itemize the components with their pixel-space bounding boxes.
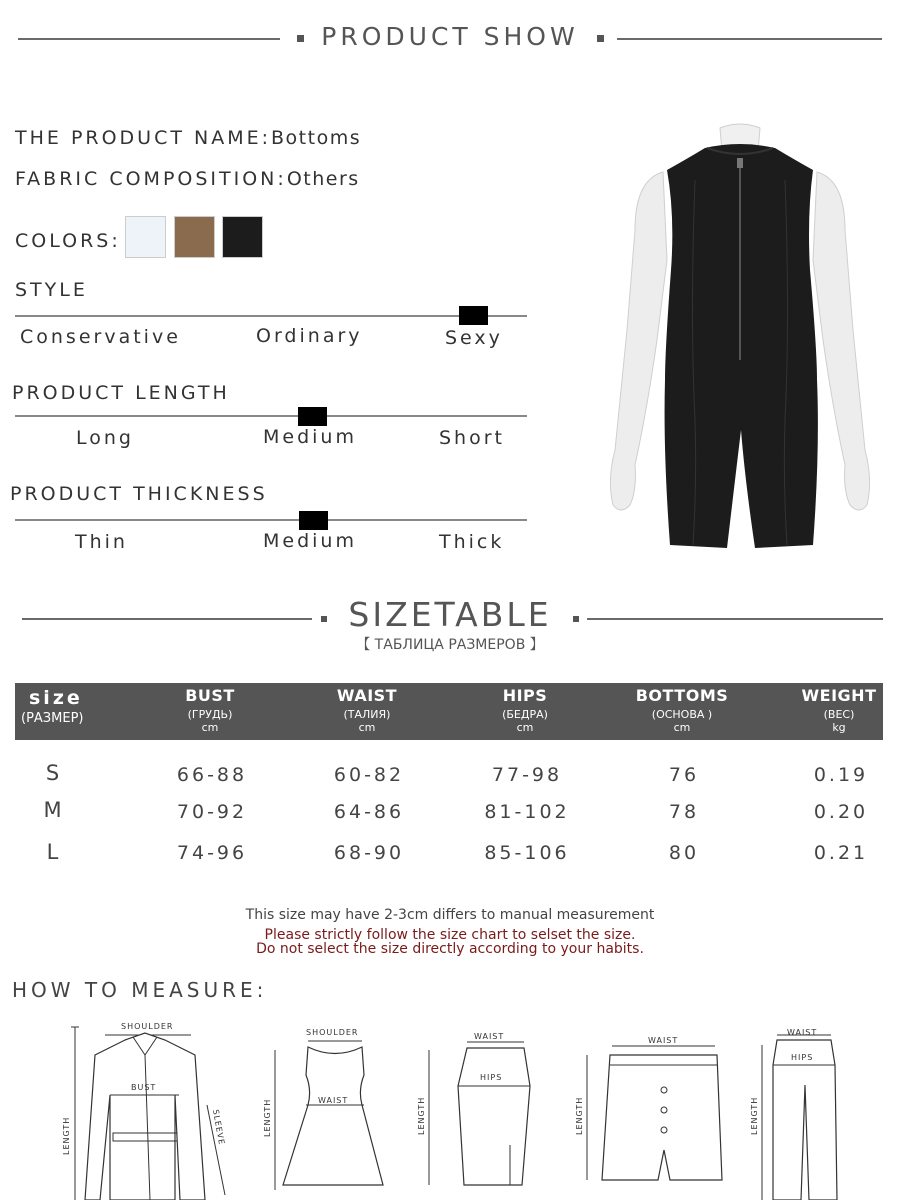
row-hips: 81-102 bbox=[484, 801, 570, 823]
row-size: M bbox=[43, 798, 65, 822]
colors-label: COLORS: bbox=[15, 230, 121, 252]
length-option-short: Short bbox=[439, 427, 505, 449]
size-note-2: Please strictly follow the size chart to selset the size. bbox=[264, 927, 636, 943]
header-bust bbox=[140, 683, 280, 734]
header-bust-ru: (ГРУДЬ) bbox=[187, 708, 233, 721]
header-rule-right bbox=[617, 38, 882, 40]
row-weight: 0.20 bbox=[813, 801, 869, 823]
pants-length-label: LENGTH bbox=[750, 1096, 759, 1135]
jacket-sleeve-label: SLEEVE bbox=[211, 1108, 227, 1146]
row-size: L bbox=[46, 840, 62, 864]
header-weight-name: WEIGHT bbox=[801, 686, 877, 705]
row-hips: 85-106 bbox=[484, 842, 570, 864]
header-waist-unit: cm bbox=[358, 721, 376, 734]
row-waist: 64-86 bbox=[333, 801, 405, 823]
skirt-length-label: LENGTH bbox=[417, 1096, 426, 1135]
page-title: PRODUCT SHOW bbox=[321, 22, 579, 51]
row-waist: 60-82 bbox=[333, 764, 405, 786]
row-bottoms: 80 bbox=[668, 842, 700, 864]
header-bust-name: BUST bbox=[185, 686, 235, 705]
row-waist: 68-90 bbox=[333, 842, 405, 864]
product-name-label: THE PRODUCT NAME: bbox=[15, 127, 272, 149]
sizetable-square-right bbox=[573, 616, 579, 622]
row-bottoms: 78 bbox=[668, 801, 700, 823]
header-weight-ru: (ВЕС) bbox=[823, 708, 855, 721]
thickness-option-thin: Thin bbox=[75, 531, 128, 553]
thickness-option-medium: Medium bbox=[263, 530, 357, 552]
color-swatch-white[interactable] bbox=[125, 216, 166, 258]
sizetable-square-left bbox=[321, 616, 327, 622]
row-bust: 70-92 bbox=[176, 801, 248, 823]
row-bust: 66-88 bbox=[176, 764, 248, 786]
header-size-label: size bbox=[29, 687, 83, 709]
shorts-length-label: LENGTH bbox=[575, 1096, 584, 1135]
fabric-row bbox=[15, 168, 360, 190]
size-table-header bbox=[15, 683, 883, 740]
sizetable-rule-right bbox=[587, 618, 883, 620]
style-label: STYLE bbox=[15, 279, 88, 301]
sizetable-subtitle: 【 ТАБЛИЦА РАЗМЕРОВ 】 bbox=[356, 637, 544, 653]
thickness-scale-line bbox=[15, 519, 527, 521]
header-bottoms bbox=[612, 683, 752, 734]
pants-measure-diagram bbox=[745, 1025, 855, 1200]
dress-measure-diagram bbox=[258, 1025, 388, 1195]
row-bust: 74-96 bbox=[176, 842, 248, 864]
header-rule-left bbox=[18, 38, 280, 40]
how-to-measure-title: HOW TO MEASURE: bbox=[12, 978, 268, 1002]
header-weight bbox=[769, 683, 900, 734]
skirt-waist-label: WAIST bbox=[474, 1032, 505, 1041]
pants-waist-label: WAIST bbox=[787, 1028, 818, 1037]
row-size: S bbox=[45, 761, 63, 785]
style-option-ordinary: Ordinary bbox=[256, 325, 363, 347]
thickness-marker bbox=[299, 511, 328, 530]
length-option-long: Long bbox=[76, 427, 134, 449]
row-bottoms: 76 bbox=[668, 764, 700, 786]
fabric-value: Others bbox=[286, 168, 360, 190]
dress-shoulder-label: SHOULDER bbox=[306, 1028, 359, 1037]
dress-waist-label: WAIST bbox=[318, 1096, 349, 1105]
header-square-right bbox=[597, 35, 604, 42]
sizetable-rule-left bbox=[22, 618, 312, 620]
skirt-measure-diagram bbox=[412, 1030, 542, 1200]
color-swatch-brown[interactable] bbox=[174, 216, 215, 258]
header-bottoms-ru: (ОСНОВА ) bbox=[651, 708, 713, 721]
row-hips: 77-98 bbox=[491, 764, 563, 786]
jacket-shoulder-label: SHOULDER bbox=[121, 1022, 174, 1031]
dress-length-label: LENGTH bbox=[263, 1098, 272, 1137]
length-marker bbox=[298, 407, 327, 426]
header-weight-unit: kg bbox=[832, 721, 846, 734]
header-hips-unit: cm bbox=[516, 721, 534, 734]
color-swatch-black[interactable] bbox=[222, 216, 263, 258]
jacket-measure-diagram bbox=[55, 1015, 235, 1200]
pants-hips-label: HIPS bbox=[791, 1053, 814, 1062]
header-waist-ru: (ТАЛИЯ) bbox=[343, 708, 391, 721]
header-size-ru: (РАЗМЕР) bbox=[21, 711, 84, 726]
style-option-conservative: Conservative bbox=[20, 326, 181, 348]
header-waist bbox=[297, 683, 437, 734]
thickness-option-thick: Thick bbox=[439, 531, 505, 553]
product-name-row bbox=[15, 127, 361, 149]
size-note-3: Do not select the size directly according to your habits. bbox=[256, 941, 644, 957]
header-size bbox=[21, 687, 83, 726]
header-hips-ru: (БЕДРА) bbox=[502, 708, 548, 721]
length-scale-line bbox=[15, 415, 527, 417]
style-option-sexy: Sexy bbox=[445, 327, 503, 349]
fabric-label: FABRIC COMPOSITION: bbox=[15, 168, 287, 190]
product-name-value: Bottoms bbox=[271, 127, 362, 149]
row-weight: 0.19 bbox=[813, 764, 869, 786]
style-marker bbox=[459, 306, 488, 325]
header-bottoms-name: BOTTOMS bbox=[635, 686, 729, 705]
sizetable-title: SIZETABLE bbox=[348, 595, 552, 634]
length-option-medium: Medium bbox=[263, 426, 357, 448]
size-note-1: This size may have 2-3cm differs to manual measurement bbox=[245, 907, 655, 923]
header-hips-name: HIPS bbox=[502, 686, 548, 705]
header-bust-unit: cm bbox=[201, 721, 219, 734]
header-waist-name: WAIST bbox=[336, 686, 398, 705]
product-photo bbox=[595, 120, 885, 575]
length-label: PRODUCT LENGTH bbox=[12, 382, 230, 404]
jacket-length-label: LENGTH bbox=[62, 1116, 71, 1155]
skirt-hips-label: HIPS bbox=[480, 1073, 503, 1082]
thickness-label: PRODUCT THICKNESS bbox=[10, 483, 268, 505]
shorts-measure-diagram bbox=[570, 1030, 730, 1190]
row-weight: 0.21 bbox=[813, 842, 869, 864]
header-hips bbox=[455, 683, 595, 734]
header-bottoms-unit: cm bbox=[673, 721, 691, 734]
style-scale-line bbox=[15, 315, 527, 317]
jacket-bust-label: BUST bbox=[131, 1083, 157, 1092]
shorts-waist-label: WAIST bbox=[648, 1036, 679, 1045]
